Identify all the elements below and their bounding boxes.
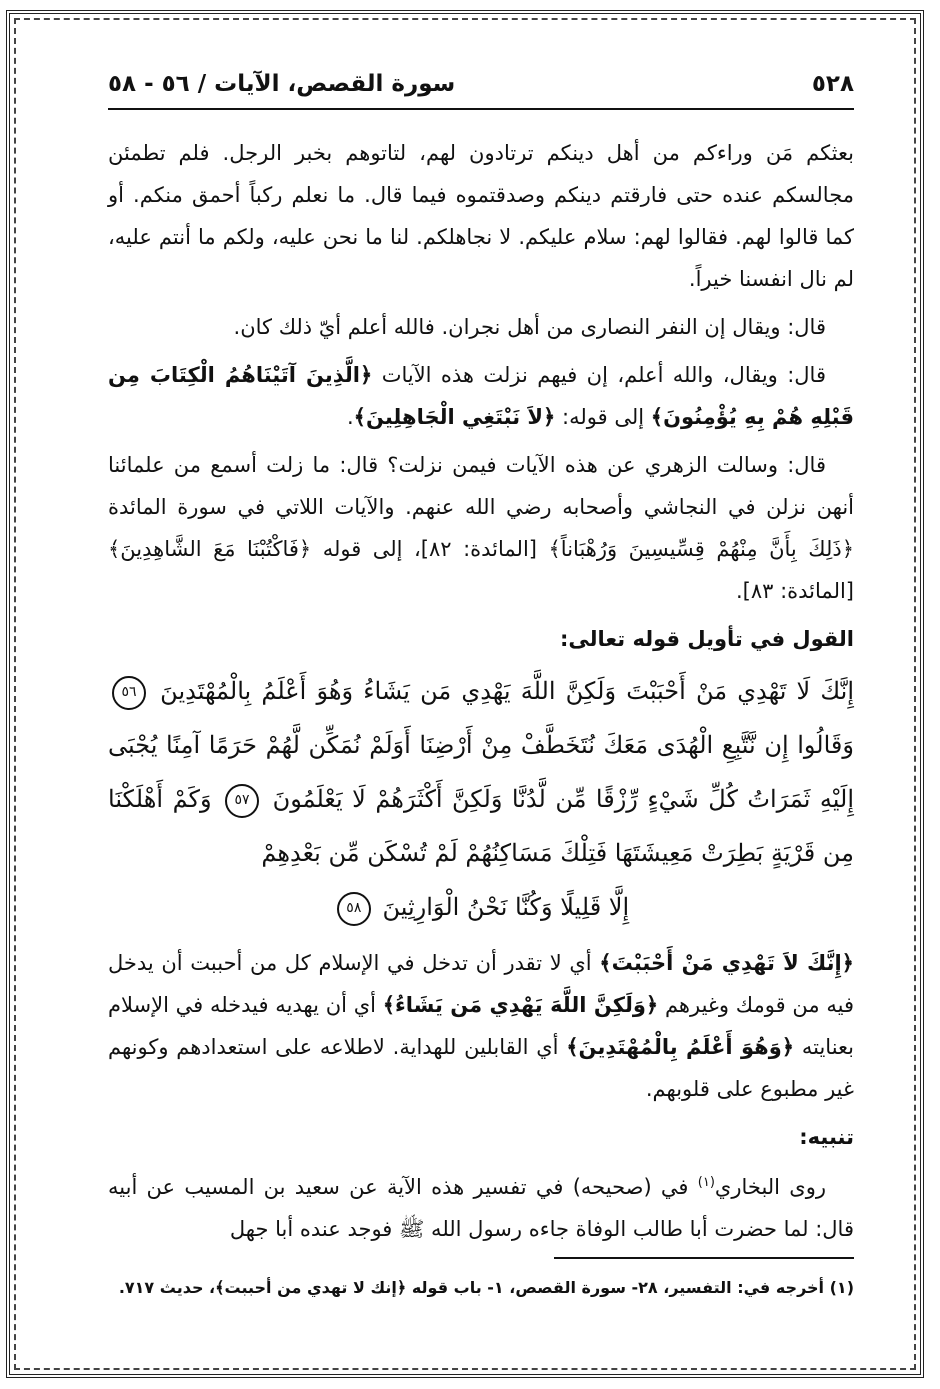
commentary-text-1: أي لا تقدر أن تدخل في الإسلام كل من أحببت أن يدخل فيه من قومك وغيرهم [108,951,854,1017]
page-header [108,60,854,110]
footnote-divider [554,1257,854,1259]
note-text-a: روى البخاري [714,1175,827,1199]
quran-quote: ﴿وَلَكِنَّ اللَّهَ يَهْدِي مَن يَشَاءُ﴾ [382,993,659,1017]
note-paragraph [108,1162,854,1250]
verse-58-part-2: إِلَّا قَلِيلًا وَكُنَّا نَحْنُ الْوَارِثِينَ [382,893,630,921]
quran-quote: ﴿ذَلِكَ بِأَنَّ مِنْهُمْ قِسِّيسِينَ وَرُهْبَاناً﴾ [548,537,855,561]
verse-58-final-line [108,880,854,934]
page-number: ٥٢٨ [811,71,854,97]
paragraph-4-text-c: [المائدة: ٨٣]. [735,579,854,603]
note-text-b: في (صحيحه) في تفسير هذه الآية عن سعيد بن المسيب عن أبيه قال: لما حضرت أبا طالب الوفاة جاءه رسول الله ﷺ فوجد عنده أبا جهل [108,1175,854,1241]
footnote-reference: (١) [697,1175,715,1190]
paragraph-3-text-a: قال: ويقال، والله أعلم، إن فيهم نزلت هذه الآيات [372,363,826,387]
note-heading: تنبيه: [799,1125,854,1149]
commentary-text-2: أي أن يهديه فيدخله في الإسلام بعنايته [108,993,855,1059]
verse-56: إِنَّكَ لَا تَهْدِي مَنْ أَحْبَبْتَ وَلَكِنَّ اللَّهَ يَهْدِي مَن يَشَاءُ وَهُوَ أَعْلَمُ بِالْمُهْتَدِينَ [160,677,854,705]
commentary-paragraph [108,942,854,1110]
paragraph-1: بعثكم مَن وراءكم من أهل دينكم ترتادون لهم، لتاتوهم بخبر الرجل. فلم تطمئن مجالسكم عنده حتى فارقتم دينكم وصدقتموه فيما قال. ما نعلم ركباً أحمق منكم. أو كما قالوا لهم. فقالوا لهم: سلام عليكم. لا نجاهلكم. لنا ما نحن عليه، ولكم ما أنتم عليه، لم نال انفسنا خيراً. [108,141,854,291]
paragraph-4 [108,444,854,612]
paragraph-4-text-b: [المائدة: ٨٢]، إلى قوله [311,537,549,561]
paragraph-3-text-b: إلى قوله: [555,405,651,429]
paragraph-3-text-c: . [346,405,354,429]
paragraph-4-text-a: قال: وسالت الزهري عن هذه الآيات فيمن نزلت؟ قال: ما زلت أسمع من علمائنا أنهن نزلن في النجاشي وأصحابه رضي الله عنهم. والآيات اللاتي في سورة المائدة [108,453,854,519]
running-title: سورة القصص، الآيات / ٥٦ - ٥٨ [108,71,456,97]
verse-57: وَقَالُوا إِن نَّتَّبِعِ الْهُدَى مَعَكَ نُتَخَطَّفْ مِنْ أَرْضِنَا أَوَلَمْ نُمَكِّن لَّهُمْ حَرَمًا آمِنًا يُجْبَى إِلَيْهِ ثَمَرَاتُ كُلِّ شَيْءٍ رِّزْقًا مِّن لَّدُنَّا وَلَكِنَّ أَكْثَرَهُمْ لَا يَعْلَمُونَ [108,731,854,813]
ayah-number-marker: ٥٧ [225,784,259,818]
ayah-number-marker: ٥٦ [112,676,146,710]
page-body [108,132,854,1250]
commentary-text-3: أي القابلين للهداية. لاطلاعه على استعدادهم وكونهم غير مطبوع على قلوبهم. [108,1035,854,1101]
footnote: (١) أخرجه في: التفسير، ٢٨- سورة القصص، ١- باب قوله ﴿إنك لا تهدي من أحببت﴾، حديث ٧١٧. [118,1278,854,1297]
quran-verses [108,664,854,934]
quran-quote: ﴿فَاكْتُبْنَا مَعَ الشَّاهِدِينَ﴾ [108,537,312,561]
quran-quote: ﴿إِنَّكَ لاَ تَهْدِي مَنْ أَحْبَبْتَ﴾ [599,951,854,975]
quran-quote: ﴿لاَ نَبْتَغِي الْجَاهِلِينَ﴾ [353,405,556,429]
paragraph-3 [108,354,854,438]
ayah-number-marker: ٥٨ [337,892,371,926]
book-page [108,60,854,1320]
section-heading: القول في تأويل قوله تعالى: [560,627,854,651]
quran-quote: ﴿الَّذِينَ آتَيْنَاهُمُ الْكِتَابَ مِن قَبْلِهِ هُمْ بِهِ يُؤْمِنُونَ﴾ [108,363,854,429]
quran-quote: ﴿وَهُوَ أَعْلَمُ بِالْمُهْتَدِينَ﴾ [566,1035,795,1059]
verse-58-part-1: وَكَمْ أَهْلَكْنَا مِن قَرْيَةٍ بَطِرَتْ مَعِيشَتَهَا فَتِلْكَ مَسَاكِنُهُمْ لَمْ تُسْكَن مِّن بَعْدِهِمْ [108,785,854,867]
paragraph-2: قال: ويقال إن النفر النصارى من أهل نجران. فالله أعلم أيّ ذلك كان. [233,315,826,339]
